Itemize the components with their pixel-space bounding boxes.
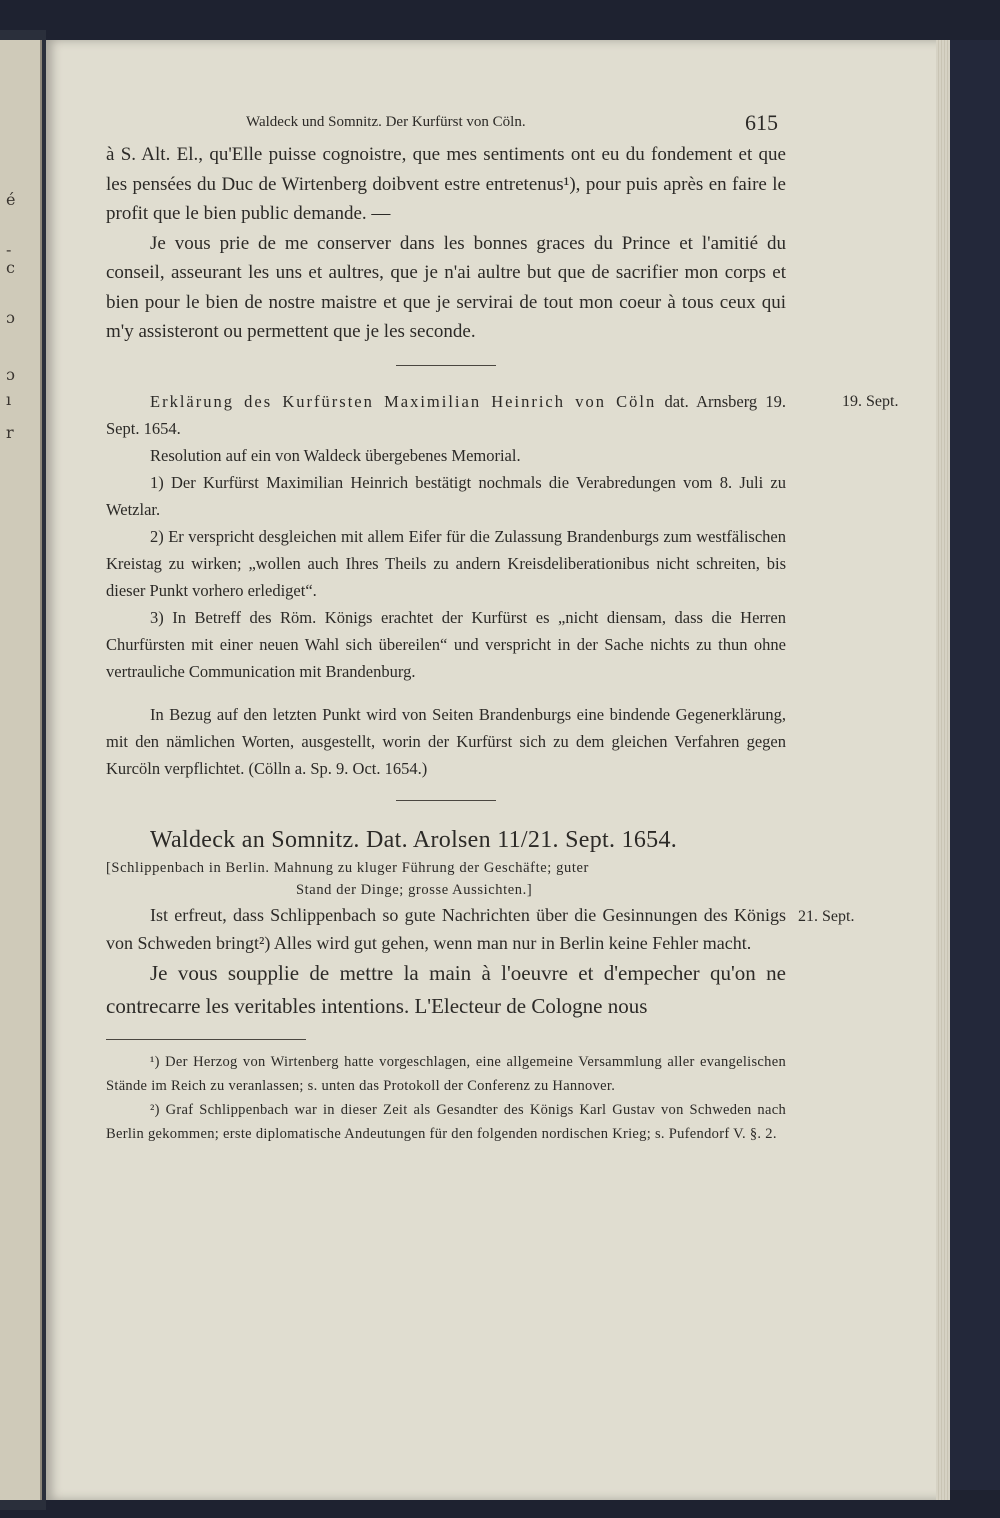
letter-paragraph: Je vous prie de me conserver dans les bonnes graces du Prince et l'amitié du conseil, asseurant les uns et aultres, que je n'ai aultre but que de sacrifier mon corps et bien pour le bien de nostre maistre et que je servirai de tout mon coeur à tous ceux qui m'y assisteront ou permettent que je les seconde. xyxy=(106,232,786,342)
letter-summary: Stand der Dinge; grosse Aussichten.] xyxy=(296,881,533,898)
running-head xyxy=(106,110,786,140)
footnote: ²) Graf Schlippenbach war in dieser Zeit als Gesandter des Königs Karl Gustav von Schweden nach Berlin gekommen; erste diplomatische Andeutungen für den folgenden nordischen Krieg; s. Pufendorf V. §. 2. xyxy=(106,1101,786,1142)
section-divider xyxy=(396,365,496,366)
declaration-title xyxy=(106,388,899,442)
page-content xyxy=(106,110,899,1146)
letter-summary: [Schlippenbach in Berlin. Mahnung zu kluger Führung der Geschäfte; guter xyxy=(106,859,589,876)
page-number: 615 xyxy=(745,110,778,135)
letter-heading: Waldeck an Somnitz. Dat. Arolsen 11/21. Sept. 1654. xyxy=(150,826,678,853)
declaration-title-spaced: Erklärung des Kurfürsten Maximilian Heinrich von Cöln xyxy=(150,391,657,411)
book-page xyxy=(46,40,950,1500)
page-edge xyxy=(936,40,950,1500)
letter-paragraph: Je vous soupplie de mettre la main à l'oeuvre et d'empecher qu'on ne contrecarre les veritables intentions. L'Electeur de Cologne nous xyxy=(106,960,786,1018)
declaration-title-rest: dat. Arnsberg 19. Sept. 1654. xyxy=(106,391,786,438)
section-divider xyxy=(396,800,496,801)
letter-paragraph: à S. Alt. El., qu'Elle puisse cognoistre, que mes sentiments ont eu du fondement et que les pensées du Duc de Wirtenberg doibvent estre entretenus¹), pour puis après en faire le profit que le bien public demande. — xyxy=(106,144,786,224)
declaration-point: 3) In Betreff des Röm. Königs erachtet der Kurfürst es „nicht diensam, dass die Herren Churfürsten mit einer neuen Wahl sich übereilen“ und verspricht in der Sache nichts zu thun ohne vertrauliche Communication mit Brandenburg. xyxy=(106,607,786,681)
declaration-resolution: Resolution auf ein von Waldeck übergebenes Memorial. xyxy=(150,445,521,465)
running-title: Waldeck und Somnitz. Der Kurfürst von Cöln. xyxy=(246,114,526,130)
facing-page-glyph: r xyxy=(6,423,14,442)
facing-page-edge xyxy=(0,40,42,1500)
declaration-note: In Bezug auf den letzten Punkt wird von Seiten Brandenburgs eine bindende Gegenerklärung, mit den nämlichen Worten, ausgestellt, worin der Kurfürst sich zu dem gleichen Verfahren gegen Kurcöln verpflichtet. (Cölln a. Sp. 9. Oct. 1654.) xyxy=(106,704,786,778)
facing-page-glyph: ɔ xyxy=(6,365,15,384)
facing-page-glyph: ɔ xyxy=(6,308,15,327)
letter-paragraph-text: Ist erfreut, dass Schlippenbach so gute Nachrichten über die Gesinnungen des Königs von Schweden bringt²) Alles wird gut gehen, wenn man nur in Berlin keine Fehler macht. xyxy=(106,904,786,953)
facing-page-glyph: c xyxy=(6,258,15,277)
facing-page-glyph: é xyxy=(6,190,16,209)
margin-date: 19. Sept. xyxy=(842,392,899,410)
facing-page-glyph: - xyxy=(6,240,12,259)
facing-page-glyph: ı xyxy=(6,390,12,409)
footnote: ¹) Der Herzog von Wirtenberg hatte vorgeschlagen, eine allgemeine Versammlung aller evangelischen Stände im Reich zu veranlassen; s. unten das Protokoll der Conferenz zu Hannover. xyxy=(106,1053,786,1094)
declaration-point: 2) Er verspricht desgleichen mit allem Eifer für die Zulassung Brandenburgs zum westfälischen Kreistag zu wirken; „wollen auch Ihres Theils zu andern Kreisdeliberationibus nicht schreiten, bis dieser Punkt vorhero erlediget“. xyxy=(106,526,786,600)
margin-date: 21. Sept. xyxy=(798,907,855,925)
letter-paragraph xyxy=(106,901,855,957)
declaration-point: 1) Der Kurfürst Maximilian Heinrich bestätigt nochmals die Verabredungen vom 8. Juli zu Wetzlar. xyxy=(106,472,786,519)
footnote-divider xyxy=(106,1039,306,1040)
book-cover-right xyxy=(942,40,1000,1490)
spacer xyxy=(106,685,786,701)
